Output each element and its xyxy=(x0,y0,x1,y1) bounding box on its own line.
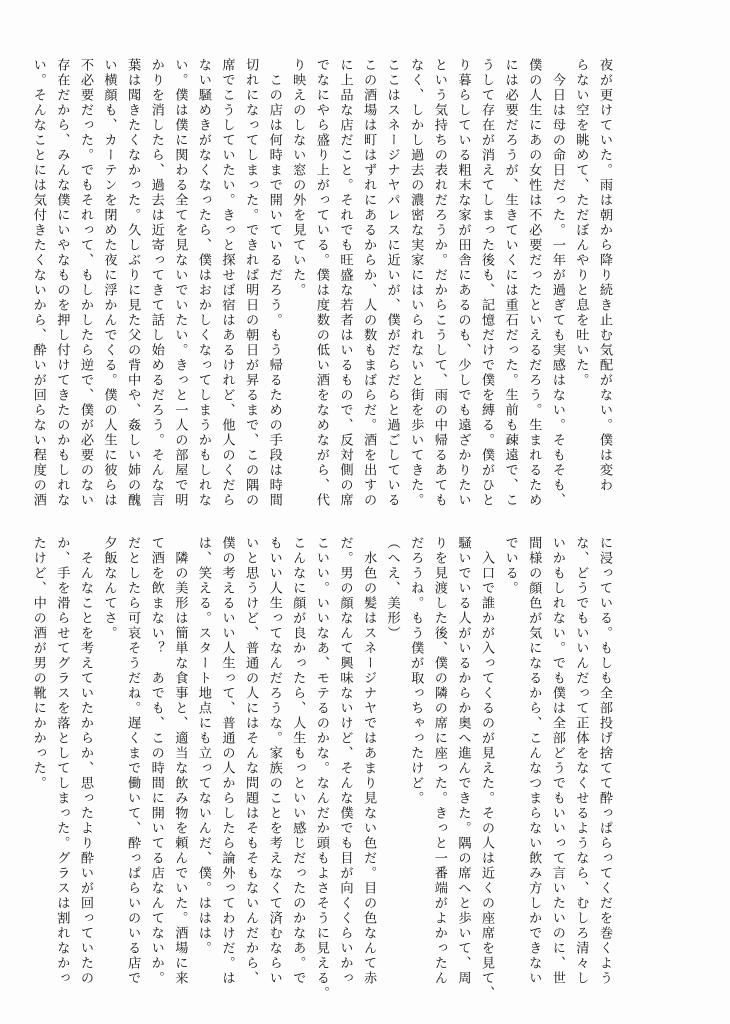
text-line: 今日は母の命日だった。一年が過ぎても実感はない。そもそも、 xyxy=(549,58,565,508)
upper-text-block xyxy=(30,58,616,508)
text-line: 僕の考えるいい人生って、普通の人からしたら論外ってわけだ。は xyxy=(219,536,235,986)
text-line: 夜が更けていた。雨は朝から降り続き止む気配がない。僕は変わ xyxy=(597,58,612,493)
text-line: 僕の人生にあの女性は不必要だったといえるだろう。生まれるため xyxy=(526,58,542,508)
text-line: 存在だから、みんな僕にいやなものを押し付けてきたのかもしれな xyxy=(54,58,70,508)
text-line: い。そんなことには気付きたくないから、酔いが回らない程度の酒 xyxy=(30,58,46,508)
text-line: な、どうでもいいんだって正体をなくせるようなら、むしろ清々し xyxy=(573,536,589,986)
text-line: に上品な店だこと。それでも旺盛な若者はいるもので、反対側の席 xyxy=(337,58,353,508)
text-line: ここはスネージナヤパレスに近いが、僕がだらだらと過ごしている xyxy=(384,58,400,508)
text-line: そんなことを考えていたからか、思ったより酔いが回っていたの xyxy=(77,536,93,986)
text-line: は、笑える。スタート地点にも立ってないんだ、僕。ははは。 xyxy=(195,536,211,956)
text-line: 間様の顔色が気になるから、こんなつまらない飲み方しかできない xyxy=(526,536,542,986)
text-line: り映えのしない窓の外を見ていた。 xyxy=(290,58,306,298)
text-line: 入口で誰かが入ってくるのが見えた。その人は近くの座席を見て、 xyxy=(479,536,495,1001)
text-line: には必要だろうが、生きていくには重石だった。生前も疎遠で、こ xyxy=(502,58,518,508)
text-line: ない騒めきがなくなったら、僕はおかしくなってしまうかもしれな xyxy=(195,58,211,508)
text-line: 葉は聞きたくなかった。久しぶりに見た父の背中や、姦しい姉の醜 xyxy=(125,58,141,508)
text-line: 隣の美形は簡単な食事と、適当な飲み物を頼んでいた。酒場に来 xyxy=(172,536,188,986)
text-line: 席でこうしていたい。きっと探せば宿はあるけれど、他人のくだら xyxy=(219,58,235,508)
text-line: い横顔も、カーテンを閉めた夜に浮かんでくる。僕の人生に彼らは xyxy=(101,58,117,508)
text-line: もいい人生ってなんだろうな。家族のことを考えなくて済むならい xyxy=(266,536,282,986)
text-line: いかもしれない。でも僕は全部どうでもいいって言いたいのに、世 xyxy=(549,536,565,986)
text-line: 切れになってしまった。できれば明日の朝日が昇るまで、この隅の xyxy=(243,58,259,508)
text-line: いと思うけど、普通の人にはそんな問題はそもそもないんだから、 xyxy=(243,536,259,986)
text-line: うして存在が消えてしまった後も、記憶だけで僕を縛る。僕がひと xyxy=(479,58,495,508)
lower-text-block xyxy=(16,536,616,1001)
text-line: でいる。 xyxy=(502,536,518,596)
text-line: かりを消したら、過去は近寄ってきて話し始めるだろう。そんな言 xyxy=(148,58,164,508)
text-line: い。僕は僕に関わる全てを見ないでいたい。きっと一人の部屋で明 xyxy=(172,58,188,508)
text-line: なく、しかし過去の濃密な実家にはいられないと街を歩いてきた。 xyxy=(408,58,424,508)
text-line: だとしたら可哀そうだね。遅くまで働いて、酔っぱらいのいる店で xyxy=(125,536,141,986)
text-line: 水色の髪はスネージナヤではあまり見ない色だ。目の色なんて赤 xyxy=(361,536,377,986)
text-line: （へえ、美形） xyxy=(384,536,400,641)
text-line: こんなに顔が良かったら、人生もっといい感じだったのかなあ。で xyxy=(290,536,306,986)
text-line: この店は何時まで開いているだろう。もう帰るための手段は時間 xyxy=(266,58,282,508)
text-line: り暮らしている粗末な家が田舎にあるのも、少しでも遠ざかりたい xyxy=(455,58,471,508)
text-line: だろうね。もう僕が取っちゃったけど。 xyxy=(408,536,424,806)
text-line: て酒を飲まない？ あでも、この時間に開いてる店なんてないか。 xyxy=(148,536,164,986)
text-line: か、手を滑らせてグラスを落としてしまった。グラスは割れなかっ xyxy=(54,536,70,986)
text-line: 夕飯なんてさ。 xyxy=(101,536,117,641)
text-line: 騒いでいる人がいるからか奥へ進んできた。隅の席へと歩いて、周 xyxy=(455,536,471,986)
text-line: でなにやら盛り上がっている。僕は度数の低い酒をなめながら、代 xyxy=(313,58,329,508)
text-line: らない空を眺めて、ただぼんやりと息を吐いた。 xyxy=(573,58,589,388)
text-line: に浸っている。もしも全部投げ捨てて酔っぱらってくだを巻くよう xyxy=(597,536,612,986)
text-line: こいい。いいなあ、モテるのかな。なんだか頭もよさそうに見える。 xyxy=(313,536,329,1001)
text-line: だ。男の顔なんて興味ないけど、そんな僕でも目が向くくらいかっ xyxy=(337,536,353,986)
text-line: という気持ちの表れだろうか。だからこうして、雨の中帰るあても xyxy=(431,58,447,508)
text-line: この酒場は町はずれにあるからか、人の数もまばらだ。酒を出すの xyxy=(361,58,377,508)
text-line: たけど、中の酒が男の靴にかかった。 xyxy=(30,536,46,791)
text-line: 不必要だった。でもそれって、もしかしたら逆で、僕が必要のない xyxy=(77,58,93,508)
text-line: りを見渡した後、僕の隣の席に座った。きっと一番端がよかったん xyxy=(431,536,447,986)
